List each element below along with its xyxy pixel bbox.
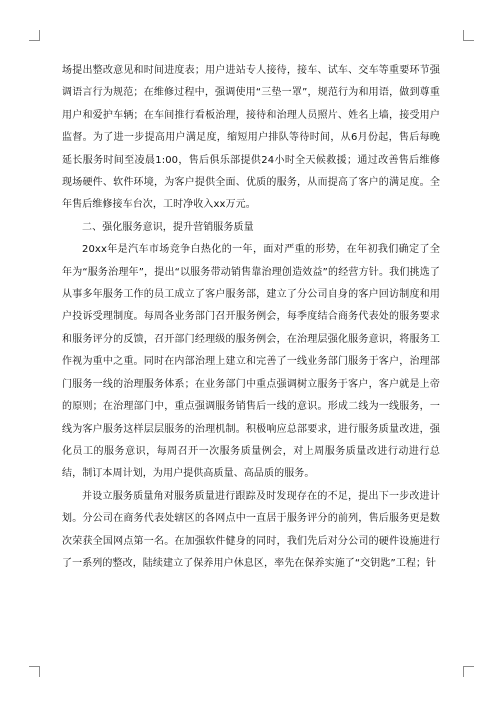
paragraph-3: 并设立服务质量角对服务质量进行跟踪及时发现存在的不足，提出下一步改进计划。分公司在商务代表处辖区的各网点中一直居于服务评分的前列，售后服务更是数次荣获全国网点第一名。在加强软件健身的同时，我们先后对分公司的硬件设施进行了一系列的整改，陆续建立了保养用户休息区，率先在保养实施了“交钥匙”工程；针 [62,490,440,569]
document-body [62,60,440,575]
crop-mark-top-right [463,30,474,41]
paragraph-2: 20xx年是汽车市场竞争白热化的一年，面对严重的形势，在年初我们确定了全年为“服务治理年”，提出“以服务带动销售靠治理创造效益”的经营方针。我们挑选了从事多年服务工作的员工成立了客户服务部，建立了分公司自身的客户回访制度和用户投诉受理制度。每周各业务部门召开服务例会，每季度结合商务代表处的服务要求和服务评分的反馈，召开部门经理级的服务例会，在治理层强化服务意识，将服务工作视为重中之重。同时在内部治理上建立和完善了一线业务部门服务于客户，治理部门服务一线的治理服务体系；在业务部门中重点强调树立服务于客户，客户就是上帝的原则；在治理部门中，重点强调服务销售后一线的意识。形成二线为一线服务，一线为客户服务这样层层服务的治理机制。积极响应总部要求，进行服务质量改进，强化员工的服务意识，每周召开一次服务质量例会，对上周服务质量改进行动进行总结，制订本周计划，为用户提供高质量、高品质的服务。 [62,244,440,480]
paragraph-1: 场提出整改意见和时间进度表；用户进站专人接待，接车、试车、交车等重要环节强调语言行为规范；在维修过程中，强调使用“三垫一罩”，规范行为和用语，做到尊重用户和爱护车辆；在车间推行看板治理，接待和治理人员照片、姓名上墙，接受用户监督。为了进一步提高用户满足度，缩短用户排队等待时间，从6月份起，售后每晚延长服务时间至凌晨1:00，售后俱乐部提供24小时全天候救援；通过改善售后维修现场硬件、软件环境，为客户提供全面、优质的服务，从而提高了客户的满足度。全年售后维修接车台次，工时净收入xx万元。 [62,65,440,211]
crop-mark-bottom-left [29,666,40,677]
crop-mark-bottom-right [463,666,474,677]
section-heading-2: 二、强化服务意识，提升营销服务质量 [82,221,254,233]
crop-mark-top-left [29,30,40,41]
